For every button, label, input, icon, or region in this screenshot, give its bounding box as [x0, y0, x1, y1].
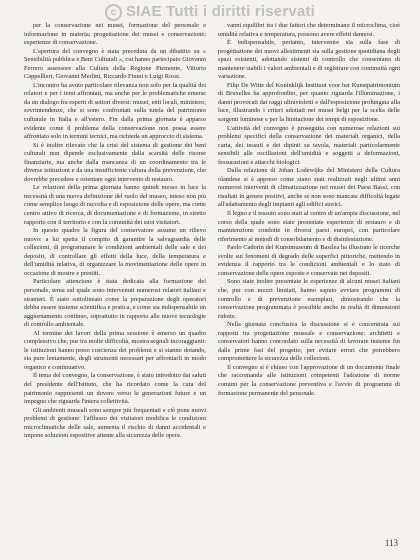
- paragraph: vanni equilibri tra i due fattori che determinano il microclima, cioè umidità relativa e temperatura, possono avere effetti dannosi.: [218, 22, 400, 38]
- paragraph: Le relazioni della prima giornata hanno quindi messo in luce la necessità di una nuova definizione del ruolo del museo, inteso non più come semplice luogo di raccolta e di esposizione delle opere, ma come centro attivo di ricerca, di documentazione e di formazione, in stretto rapporto con il territorio e con la comunità dei suoi visitatori.: [24, 184, 206, 226]
- paragraph: Sono state inoltre presentate le esperienze di alcuni musei italiani che, pur con mezzi limitati, hanno saputo avviare programmi di controllo e di prevenzione esemplari, dimostrando che la conservazione programmata è possibile anche in realtà di dimensioni ridotte.: [218, 278, 400, 320]
- copyright-icon: c: [105, 4, 122, 21]
- paragraph: In questo quadro la figura del conservatore assume un rilievo nuovo: a lui spetta il compito di garantire la salvaguardia delle collezioni, di programmare le condizioni ambientali delle sale e dei depositi, di controllare gli effetti della luce, della temperatura e dell'umidità relativa, di organizzare la movimentazione delle opere in occasione di mostre e prestiti.: [24, 227, 206, 277]
- paragraph: L'attività del convegno è proseguita con numerose relazioni sui problemi specifici della conservazione dei materiali organici, della carta, dei tessuti e dei dipinti su tavola, materiali particolarmente sensibili alle oscillazioni dell'umidità e soggetti a deformazioni, fessurazioni e attacchi biologici.: [218, 124, 400, 166]
- page-number: 113: [384, 538, 398, 548]
- left-text-column: [24, 22, 206, 537]
- paragraph: Dalla relazione di Johan Lodewijks del Ministero della Cultura olandese si è appreso come siano stati realizzati negli ultimi anni numerosi interventi di climatizzazione nei musei dei Paesi Bassi, con risultati in genere positivi, anche se non sono mancate difficoltà legate all'adattamento degli impianti agli edifici storici.: [218, 167, 400, 209]
- paragraph: Il tema del convegno, la conservazione, è stato introdotto dai saluti del presidente dell'Istituto, che ha ricordato come la cura del patrimonio rappresenti un dovere verso le generazioni future e un impegno che riguarda l'intera collettività.: [24, 372, 206, 406]
- article-body: [24, 22, 400, 537]
- paragraph: L'apertura del convegno è stata preceduta da un dibattito su « Sensibilità pubblica e Beni Culturali », cui hanno partecipato Giovanni Ferrero assessore alla Cultura della Regione Piemonte, Vittorio Cappellieri, Giovanni Merlini, Riccardo Fiumi e Luigi Rossi.: [24, 47, 206, 81]
- paragraph: Particolare attenzione è stata dedicata alla formazione del personale, tema sul quale sono intervenuti numerosi relatori italiani e stranieri. È stato sottolineato come la preparazione degli operatori debba essere insieme scientifica e pratica, e come sia indispensabile un aggiornamento continuo, soprattutto in rapporto alle nuove tecnologie di controllo ambientale.: [24, 278, 206, 329]
- watermark-text: SIAE Tutti i diritti riservati: [125, 3, 316, 20]
- paragraph: Al termine dei lavori della prima sessione è emerso un quadro complessivo che, pur tra molte difficoltà, mostra segnali incoraggianti: le istituzioni hanno preso coscienza dei problemi e si stanno dotando, sia pure lentamente, degli strumenti necessari per affrontarli in modo organico e continuativo.: [24, 329, 206, 371]
- paragraph: Filip De Witte del Koninklijk Instituut voor het Kunstpatrimonium di Bruxelles ha approfondito, per quanto riguarda l'illuminazione, i danni provocati dai raggi ultravioletti e dall'esposizione prolungata alla luce, illustrando i criteri adottati nei musei belgi per la scelta delle sorgenti luminose e per la limitazione dei tempi di esposizione.: [218, 81, 400, 124]
- paragraph: Gli ambienti museali sono sempre più frequentati e ciò pone nuovi problemi di gestione: l'afflusso dei visitatori modifica le condizioni microclimatiche delle sale, aumenta il rischio di danni accidentali e impone soluzioni espositive attente alla sicurezza delle opere.: [24, 406, 206, 440]
- paragraph: Il convegno si è chiuso con l'approvazione di un documento finale che raccomanda alle istituzioni competenti l'adozione di norme comuni per la conservazione preventiva e l'avvio di programmi di formazione permanente del personale.: [218, 363, 400, 397]
- paragraph: Nella giornata conclusiva la discussione si è concentrata sui rapporti tra progettazione museale e conservazione: architetti e conservatori hanno concordato sulla necessità di lavorare insieme fin dalle prime fasi del progetto, per evitare errori che potrebbero compromettere la sicurezza delle collezioni.: [218, 321, 400, 363]
- paragraph: Si è inoltre rilevato che la crisi del sistema di gestione dei beni culturali non dipende esclusivamente dalla scarsità delle risorse finanziarie, ma anche dalla mancanza di un coordinamento tra le diverse istituzioni e da una insufficiente cultura della prevenzione, che dovrebbe precedere e orientare ogni intervento di restauro.: [24, 141, 206, 183]
- copyright-watermark: [0, 3, 420, 21]
- paragraph: per la conservazione nei musei, formazione del personale e informazione in materia; progettazione dei musei e conservazione; esperienze di conservazione.: [24, 22, 206, 47]
- right-text-column: [218, 22, 400, 537]
- paragraph: L'incontro ha avuto particolare rilevanza non solo per la qualità dei relatori e per i temi affrontati, ma anche per le problematiche emerse da un dialogo fra esperti di settori diversi: musei, enti locali, ministero, sovrintendenze, che si sono confrontati sulla tutela del patrimonio culturale in Italia e all'estero. Fin dalla prima giornata è apparso evidente come il problema della conservazione non possa essere affrontato solo in termini tecnici, ma richieda un approccio di sistema.: [24, 81, 206, 141]
- paragraph: È indispensabile, pertanto, intervenire sia sulla fase di progettazione dei nuovi allestimenti sia sulla gestione quotidiana degli spazi esistenti, adottando sistemi di controllo che consentano di mantenere stabili i valori ambientali e di registrare con continuità ogni variazione.: [218, 39, 400, 81]
- paragraph: Paolo Cadorin del Kunstmuseum di Basilea ha illustrato le ricerche svolte sui fenomeni di degrado delle superfici pittoriche, mettendo in evidenza il rapporto tra le condizioni ambientali e lo stato di conservazione delle opere esposte e conservate nei depositi.: [218, 244, 400, 277]
- paragraph: Il legno e il tessuto sono stati al centro di un'ampia discussione, nel corso della quale sono state presentate esperienze di restauro e di manutenzione condotte in diversi paesi europei, con particolare riferimento ai metodi di consolidamento e di disinfestazione.: [218, 210, 400, 243]
